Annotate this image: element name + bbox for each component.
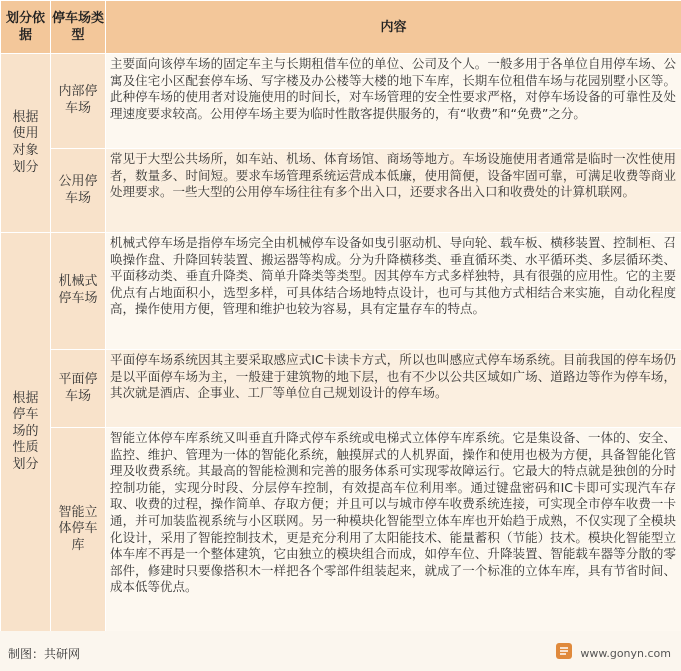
- header-type: 停车场类型: [51, 1, 106, 54]
- website-link[interactable]: www.gonyn.com: [580, 647, 671, 660]
- table-row: [1, 149, 681, 233]
- type-cell: 平面停车场: [51, 350, 106, 428]
- type-cell: 公用停车场: [51, 149, 106, 233]
- footer: [0, 631, 681, 671]
- content-cell: 主要面向该停车场的固定车主与长期租借车位的单位、公司及个人。一般多用于各单位自用停车场、公寓及住宅小区配套停车场、写字楼及办公楼等大楼的地下车库，长期车位租借车场与花园别墅小区等。此种停车场的使用者对设施使用的时间长，对车场管理的安全性要求严格，对停车场设备的可靠性及处理速度要求较高。公用停车场主要为临时性散客提供服务的，有“收费”和“免费”之分。: [106, 54, 681, 149]
- type-cell: 机械式停车场: [51, 233, 106, 350]
- header-basis: 划分依据: [1, 1, 51, 54]
- basis-cell-nature: 根据停车场的性质划分: [1, 233, 51, 632]
- table-row: [1, 428, 681, 632]
- content-cell: 平面停车场系统因其主要采取感应式IC卡读卡方式，所以也叫感应式停车场系统。目前我国的停车场仍是以平面停车场为主，一般建于建筑物的地下层，也有不少以公共区域如广场、道路边等作为停车场，其次就是酒店、企事业、工厂等单位自己规划设计的停车场。: [106, 350, 681, 428]
- header-row: [1, 1, 681, 54]
- content-cell: 常见于大型公共场所，如车站、机场、体育场馆、商场等地方。车场设施使用者通常是临时一次性使用者，数量多、时间短。要求车场管理系统运营成本低廉，使用简便，设备牢固可靠，可满足收费等商业处理要求。一些大型的公用停车场往往有多个出入口，还要求各出入口和收费处的计算机联网。: [106, 149, 681, 233]
- table-row: [1, 54, 681, 149]
- basis-cell-usage: 根据使用对象划分: [1, 54, 51, 233]
- chart-source: 制图：共研网: [8, 647, 81, 661]
- gonyn-logo-icon: [555, 642, 573, 660]
- type-cell: 内部停车场: [51, 54, 106, 149]
- content-cell: 智能立体停车库系统又叫垂直升降式停车系统或电梯式立体停车库系统。它是集设备、一体的、安全、监控、维护、管理为一体的智能化系统，触摸屏式的人机界面，操作和使用也极为方便，具备智能化管理及收费系统。其最高的智能检测和完善的服务体系可实现零故障运行。它最大的特点就是独创的分时控制功能，实现分时段、分层停车控制，有效提高车位利用率。通过键盘密码和IC卡即可实现汽车存取、收费的过程，操作简单、存取方便；并且可以与城市停车收费系统连接，可实现全市停车收费一卡通，并可加装监视系统与小区联网。另一种模块化智能型立体车库也开始趋于成熟，不仅实现了全模块化设计，采用了智能控制技术，更是充分利用了太阳能技术、能量蓄积（节能）技术。模块化智能型立体车库不再是一个整体建筑，它由独立的模块组合而成，如停车位、升降装置、智能载车器等分散的零部件，修建时只要像搭积木一样把各个零部件组装起来，就成了一个标准的立体车库，具有节省时间、成本低等优点。: [106, 428, 681, 632]
- table-row: [1, 350, 681, 428]
- header-content: 内容: [106, 1, 681, 54]
- table-row: [1, 233, 681, 350]
- content-cell: 机械式停车场是指停车场完全由机械停车设备如曳引驱动机、导向轮、载车板、横移装置、控制柜、召唤操作盘、升降回转装置、搬运器等构成。分为升降横移类、垂直循环类、水平循环类、多层循环类、平面移动类、垂直升降类、简单升降类等类型。因其停车方式多样独特，具有很强的应用性。它的主要优点有占地面积小，选型多样，可具体结合场地特点设计，也可与其他方式相结合来实施，自动化程度高，操作使用方便，管理和维护也较为容易，具有定量存车的特点。: [106, 233, 681, 350]
- type-cell: 智能立体停车库: [51, 428, 106, 632]
